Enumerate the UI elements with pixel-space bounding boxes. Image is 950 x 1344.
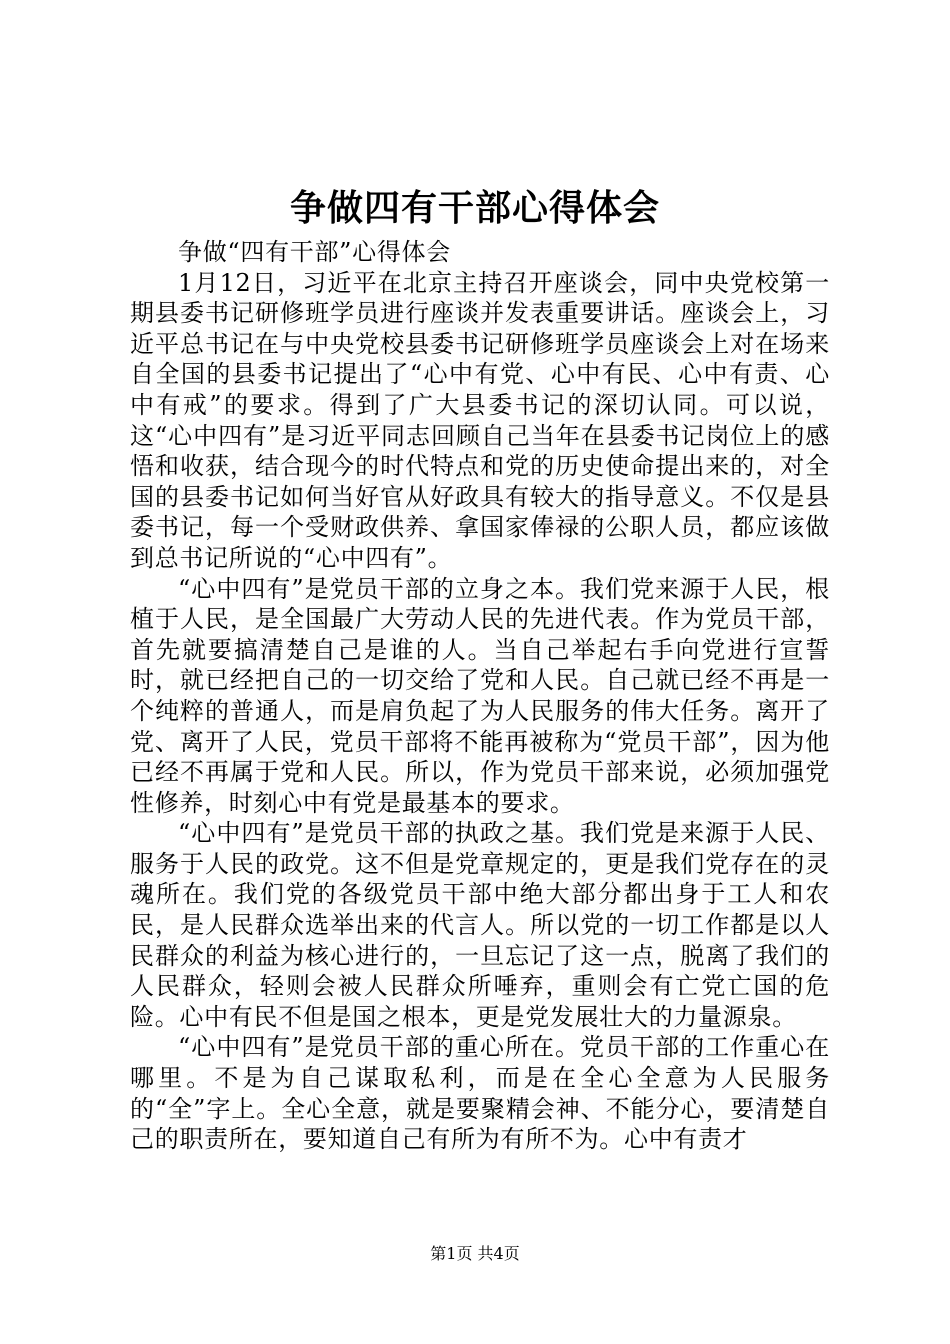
- paragraph-focus: “心中四有”是党员干部的重心所在。党员干部的工作重心在哪里。不是为自己谋取私利，而是在全心全意为人民服务的“全”字上。全心全意，就是要聚精会神、不能分心，要清楚自己的职责所在，要知道自己有所为有所不为。心中有责才: [130, 1033, 830, 1154]
- paragraph-governance: “心中四有”是党员干部的执政之基。我们党是来源于人民、服务于人民的政党。这不但是党章规定的，更是我们党存在的灵魂所在。我们党的各级党员干部中绝大部分都出身于工人和农民，是人民群众选举出来的代言人。所以党的一切工作都是以人民群众的利益为核心进行的，一旦忘记了这一点，脱离了我们的人民群众，轻则会被人民群众所唾弃，重则会有亡党亡国的危险。心中有民不但是国之根本，更是党发展壮大的力量源泉。: [130, 819, 830, 1031]
- document-body: [130, 237, 830, 1155]
- document-title: 争做四有干部心得体会: [289, 187, 660, 229]
- page-footer: 第1页 共4页: [430, 1244, 520, 1263]
- paragraph-foundation: “心中四有”是党员干部的立身之本。我们党来源于人民，根植于人民，是全国最广大劳动人民的先进代表。作为党员干部，首先就要搞清楚自己是谁的人。当自己举起右手向党进行宣誓时，就已经把自己的一切交给了党和人民。自己就已经不再是一个纯粹的普通人，而是肩负起了为人民服务的伟大任务。离开了党、离开了人民，党员干部将不能再被称为“党员干部”，因为他已经不再属于党和人民。所以，作为党员干部来说，必须加强党性修养，时刻心中有党是最基本的要求。: [130, 574, 830, 817]
- paragraph-subtitle: 争做“四有干部”心得体会: [178, 238, 451, 266]
- paragraph-intro: 1月12日，习近平在北京主持召开座谈会，同中央党校第一期县委书记研修班学员进行座谈并发表重要讲话。座谈会上，习近平总书记在与中央党校县委书记研修班学员座谈会上对在场来自全国的县委书记提出了“心中有党、心中有民、心中有责、心中有戒”的要求。得到了广大县委书记的深切认同。可以说，这“心中四有”是习近平同志回顾自己当年在县委书记岗位上的感悟和收获，结合现今的时代特点和党的历史使命提出来的，对全国的县委书记如何当好官从好政具有较大的指导意义。不仅是县委书记，每一个受财政供养、拿国家俸禄的公职人员，都应该做到总书记所说的“心中四有”。: [130, 268, 830, 572]
